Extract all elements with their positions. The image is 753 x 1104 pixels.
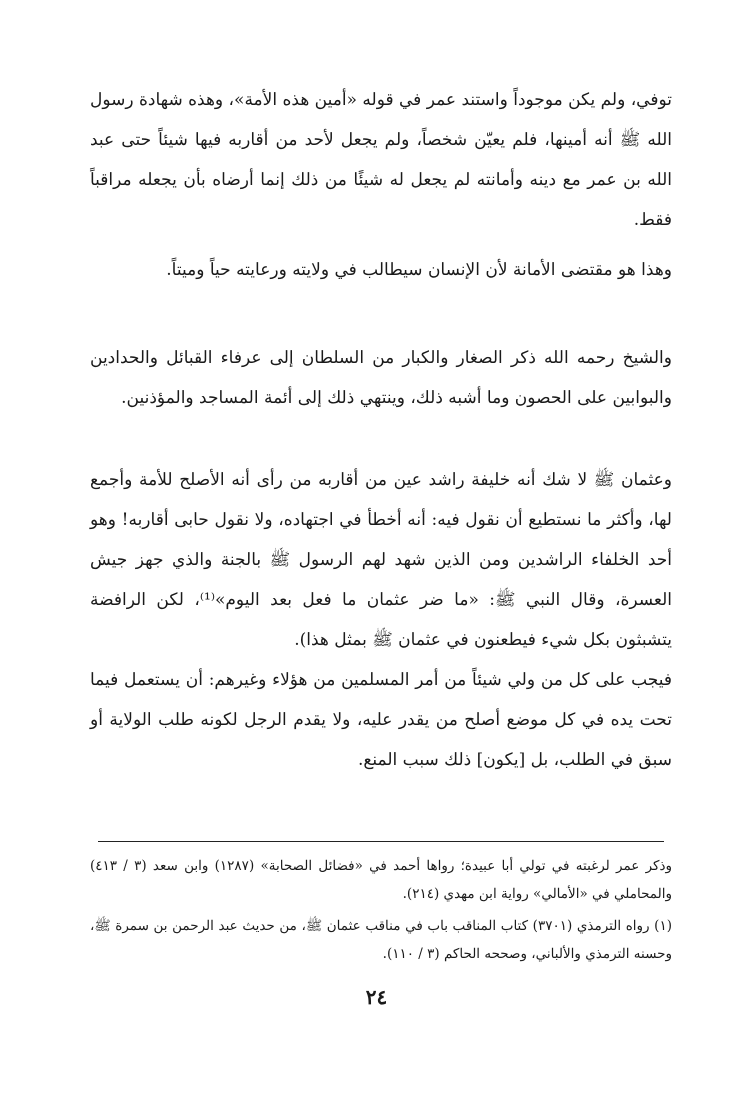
footnotes <box>90 852 672 972</box>
page-number: ٢٤ <box>365 985 388 1009</box>
footnote-1: (١) رواه الترمذي (٣٧٠١) كتاب المناقب باب في مناقب عثمان ﷺ، من حديث عبد الرحمن بن سمرة ﷺ، وحسنه الترمذي والألباني، وصححه الحاكم (٣ / ١١٠). <box>90 918 672 962</box>
paragraph-5: فيجب على كل من ولي شيئاً من أمر المسلمين من هؤلاء وغيرهم: أن يستعمل فيما تحت يده في كل موضع أصلح من يقدر عليه، ولا يقدم الرجل لكونه طلب الولاية أو سبق في الطلب، بل [يكون] ذلك سبب المنع. <box>90 670 672 770</box>
footnote-separator <box>98 841 664 842</box>
main-text-3 <box>90 338 672 418</box>
footnote-continued: وذكر عمر لرغبته في تولي أبا عبيدة؛ رواها أحمد في «فضائل الصحابة» (١٢٨٧) وابن سعد (٣ / ٤١٣) والمحاملي في «الأمالي» رواية ابن مهدي (٢١٤). <box>90 858 672 902</box>
paragraph-2: وهذا هو مقتضى الأمانة لأن الإنسان سيطالب في ولايته ورعايته حياً وميتاً. <box>166 260 672 280</box>
paragraph-1: توفي، ولم يكن موجوداً واستند عمر في قوله «أمين هذه الأمة»، وهذه شهادة رسول الله ﷺ أنه أمينها، فلم يعيّن شخصاً، ولم يجعل لأحد من أقاربه فيها شيئاً حتى عبد الله بن عمر مع دينه وأمانته لم يجعل له شيئًا من ذلك إنما أرضاه بأن يجعله مراقباً فقط. <box>90 90 672 230</box>
main-text <box>90 80 672 240</box>
main-text-5 <box>90 660 672 780</box>
main-text-2 <box>90 250 672 290</box>
main-text-4 <box>90 460 672 660</box>
paragraph-3: والشيخ رحمه الله ذكر الصغار والكبار من السلطان إلى عرفاء القبائل والحدادين والبوابين على الحصون وما أشبه ذلك، وينتهي ذلك إلى أئمة المساجد والمؤذنين. <box>90 348 672 408</box>
paragraph-4: وعثمان ﷺ لا شك أنه خليفة راشد عين من أقاربه من رأى أنه الأصلح للأمة وأجمع لها، وأكثر ما نستطيع أن نقول فيه: أنه أخطأ في اجتهاده، ولا نقول حابى أقاربه! وهو أحد الخلفاء الراشدين ومن الذين شهد لهم الرسول ﷺ بالجنة والذي جهز جيش العسرة، وقال النبي ﷺ: «ما ضر عثمان ما فعل بعد اليوم»⁽¹⁾، لكن الرافضة يتشبثون بكل شيء فيطعنون في عثمان ﷺ بمثل هذا). <box>90 470 673 650</box>
